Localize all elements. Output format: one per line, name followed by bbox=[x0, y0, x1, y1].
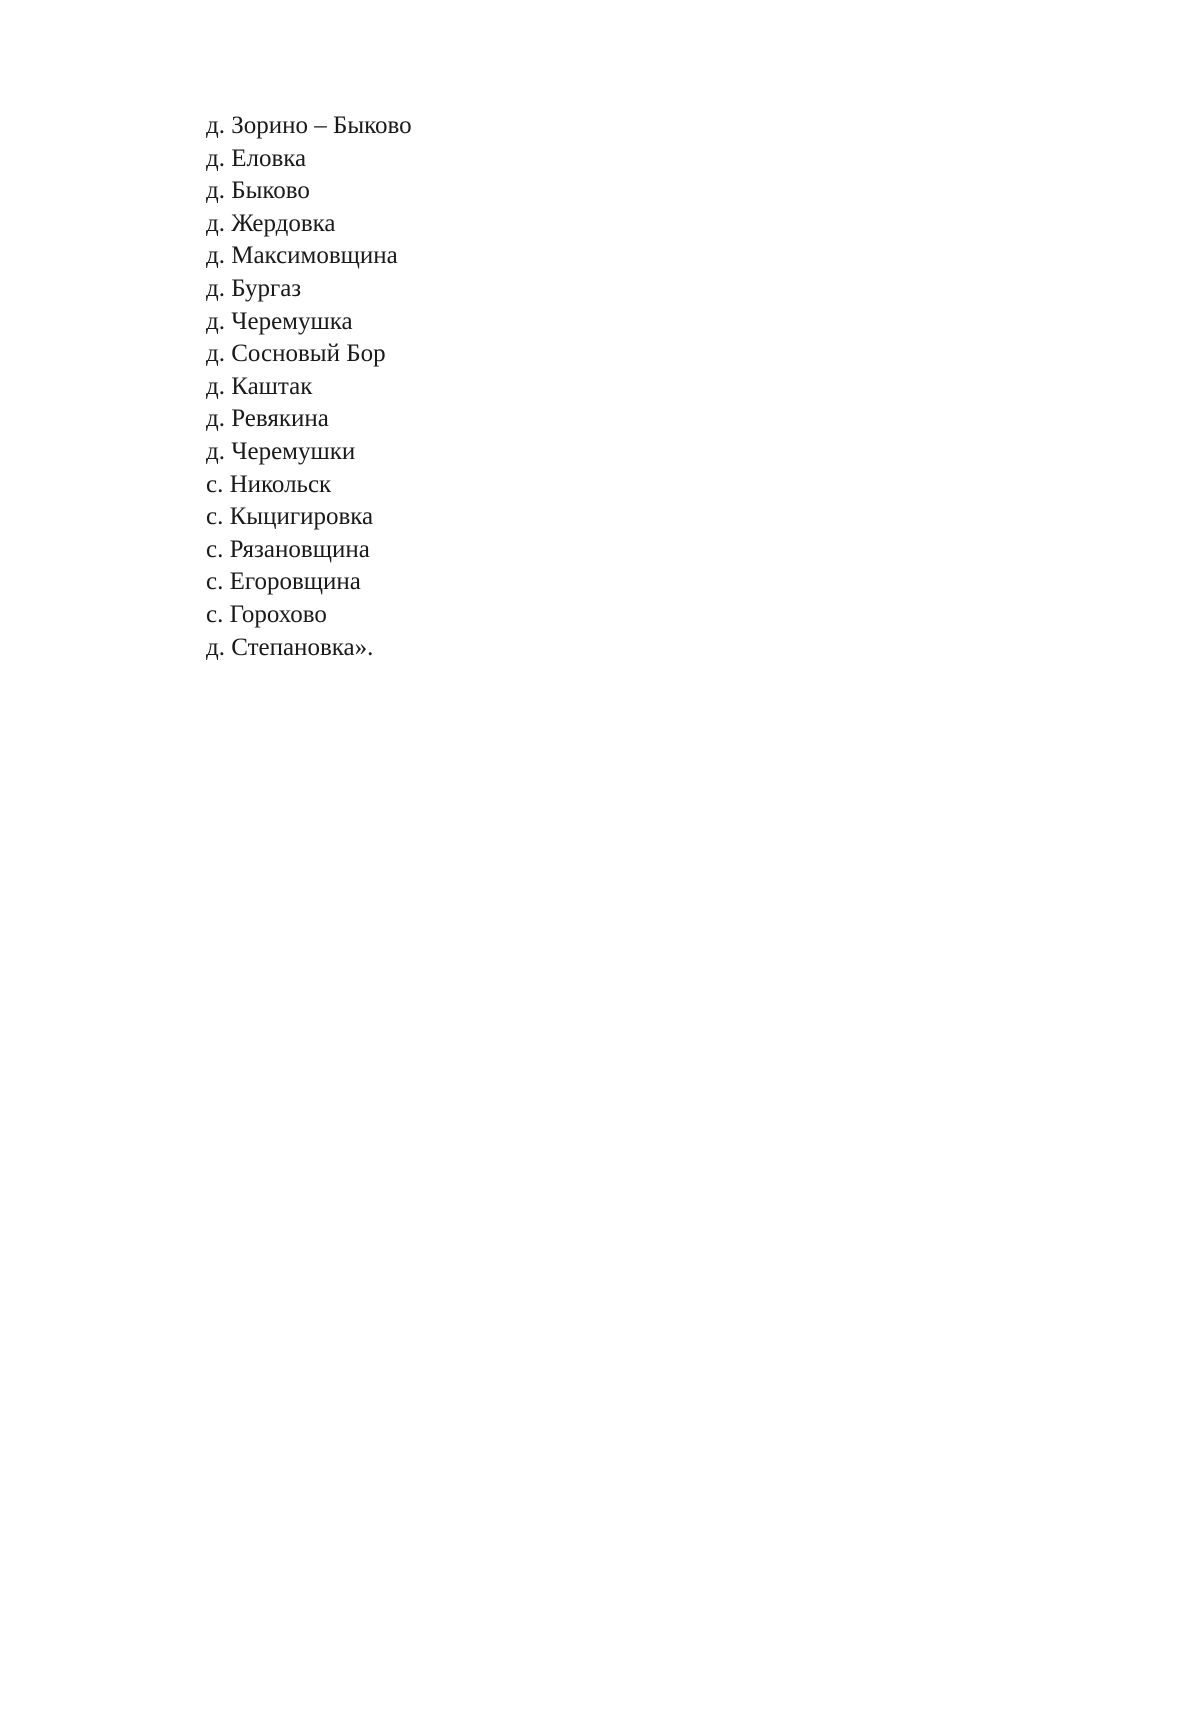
list-item: д. Жердовка bbox=[206, 209, 336, 237]
list-item: д. Сосновый Бор bbox=[206, 340, 386, 368]
list-item: д. Максимовщина bbox=[206, 242, 398, 270]
list-item: с. Горохово bbox=[206, 600, 327, 628]
list-item: д. Каштак bbox=[206, 372, 313, 400]
list-item: д. Ревякина bbox=[206, 405, 329, 433]
list-item: д. Бургаз bbox=[206, 274, 302, 302]
list-item: д. Черемушки bbox=[206, 437, 356, 465]
settlement-list bbox=[206, 110, 412, 664]
list-item: с. Кыцигировка bbox=[206, 503, 374, 531]
list-item: д. Зорино – Быково bbox=[206, 112, 412, 139]
list-item: с. Егоровщина bbox=[206, 568, 361, 596]
list-item: с. Никольск bbox=[206, 470, 332, 498]
list-item: д. Степановка». bbox=[206, 633, 374, 661]
list-item: д. Еловка bbox=[206, 144, 307, 172]
list-item: д. Быково bbox=[206, 177, 310, 205]
list-item: д. Черемушка bbox=[206, 307, 353, 335]
list-item: с. Рязановщина bbox=[206, 535, 370, 563]
